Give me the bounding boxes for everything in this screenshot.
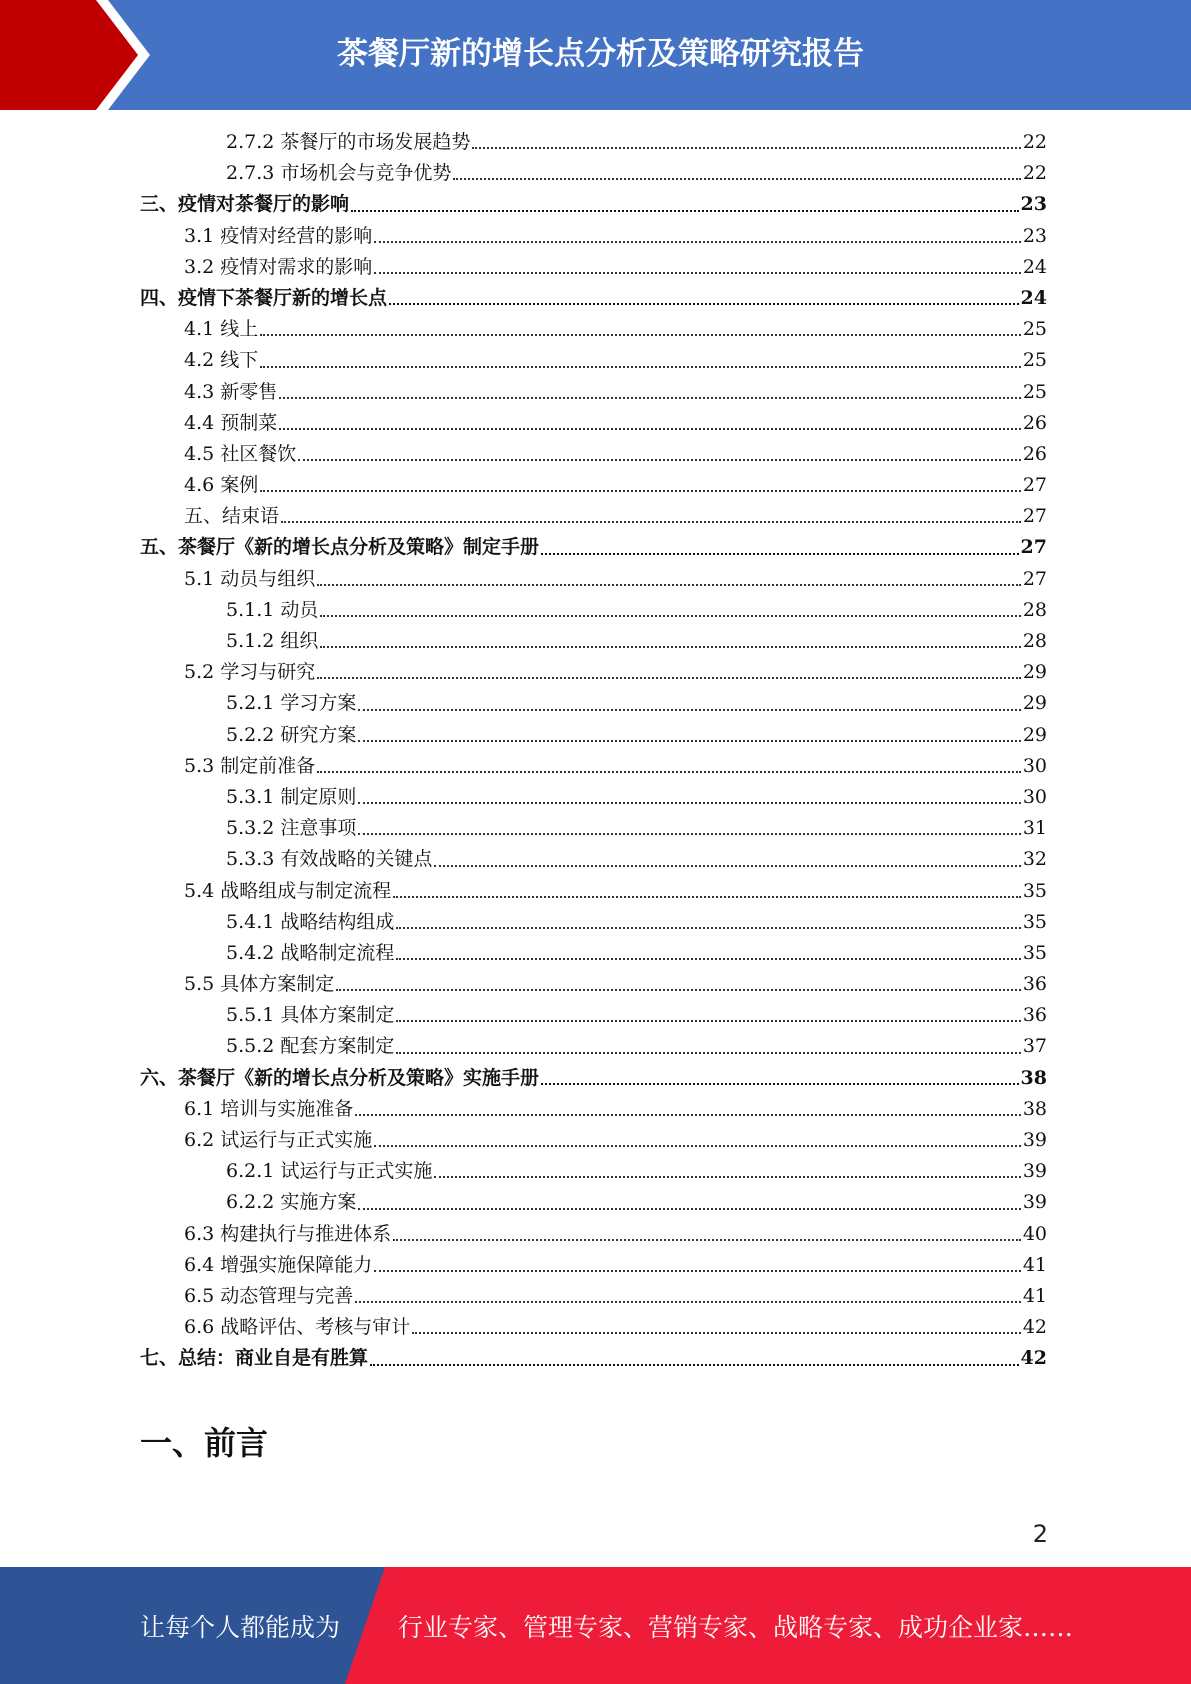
footer-slogan-right: 行业专家、管理专家、营销专家、战略专家、成功企业家…… [398, 1612, 1074, 1642]
toc-entry-page: 27 [1022, 505, 1047, 528]
toc-entry-page: 38 [1020, 1066, 1047, 1089]
toc-leader-dots [389, 302, 1019, 305]
toc-leader-dots [358, 832, 1020, 835]
toc-leader-dots [541, 552, 1019, 555]
toc-entry-label: 2.7.2 茶餐厅的市场发展趋势 [226, 131, 471, 153]
toc-entry-label: 5.4.2 战略制定流程 [226, 941, 395, 964]
toc-entry-label: 6.3 构建执行与推进体系 [184, 1222, 392, 1245]
toc-entry-label: 3.1 疫情对经营的影响 [184, 224, 373, 247]
toc-leader-dots [317, 770, 1021, 773]
toc-entry-page: 23 [1020, 193, 1047, 216]
toc-leader-dots [260, 333, 1021, 336]
toc-leader-dots [541, 1082, 1019, 1085]
toc-leader-dots [396, 957, 1020, 960]
toc-entry[interactable] [140, 127, 1047, 158]
toc-entry[interactable] [140, 377, 1047, 408]
toc-entry-page: 22 [1022, 162, 1047, 185]
toc-entry-page: 37 [1022, 1035, 1047, 1058]
toc-entry-label: 五、茶餐厅《新的增长点分析及策略》制定手册 [140, 536, 540, 559]
toc-entry[interactable] [140, 813, 1047, 844]
toc-entry-label: 5.3.3 有效战略的关键点 [226, 848, 433, 871]
toc-entry[interactable] [140, 1343, 1047, 1374]
toc-leader-dots [358, 708, 1020, 711]
toc-entry-page: 26 [1022, 442, 1047, 465]
toc-entry-label: 6.6 战略评估、考核与审计 [184, 1316, 411, 1339]
toc-leader-dots [317, 676, 1021, 679]
toc-entry-label: 七、总结：商业自是有胜算 [140, 1347, 369, 1370]
page-footer [0, 1567, 1191, 1684]
toc-entry-page: 23 [1022, 224, 1047, 247]
toc-leader-dots [320, 645, 1020, 648]
toc-entry-label: 5.3 制定前准备 [184, 754, 316, 777]
toc-entry[interactable] [140, 782, 1047, 813]
toc-entry-label: 5.2.2 研究方案 [226, 723, 357, 746]
toc-entry[interactable] [140, 844, 1047, 875]
toc-entry[interactable] [140, 657, 1047, 688]
toc-entry-page: 26 [1022, 411, 1047, 434]
toc-entry-label: 5.4.1 战略结构组成 [226, 910, 395, 933]
toc-entry-page: 25 [1022, 349, 1047, 372]
toc-entry-label: 4.2 线下 [184, 349, 259, 372]
toc-entry-label: 6.2 试运行与正式实施 [184, 1129, 373, 1151]
toc-entry-page: 32 [1022, 848, 1047, 871]
toc-leader-dots [260, 489, 1021, 492]
toc-entry-label: 5.1 动员与组织 [184, 567, 316, 590]
toc-entry[interactable] [140, 1219, 1047, 1250]
toc-entry[interactable] [140, 1187, 1047, 1218]
toc-entry-page: 39 [1022, 1129, 1047, 1151]
toc-entry-page: 27 [1022, 474, 1047, 497]
toc-leader-dots [336, 988, 1021, 991]
toc-leader-dots [355, 1300, 1021, 1303]
toc-entry-page: 30 [1022, 785, 1047, 808]
toc-entry[interactable] [140, 751, 1047, 782]
toc-entry-label: 四、疫情下茶餐厅新的增长点 [140, 286, 388, 309]
toc-entry-page: 29 [1022, 723, 1047, 746]
toc-entry-label: 5.3.1 制定原则 [226, 785, 357, 808]
toc-leader-dots [396, 1051, 1020, 1054]
toc-leader-dots [453, 177, 1020, 180]
toc-entry-label: 5.5 具体方案制定 [184, 973, 335, 996]
toc-entry-page: 22 [1022, 131, 1047, 153]
toc-entry[interactable] [140, 314, 1047, 345]
toc-leader-dots [412, 1331, 1021, 1334]
toc-leader-dots [374, 1269, 1021, 1272]
toc-leader-dots [393, 1238, 1021, 1241]
toc-entry[interactable] [140, 1094, 1047, 1125]
toc-entry-label: 4.6 案例 [184, 474, 259, 497]
toc-entry-page: 25 [1022, 318, 1047, 341]
toc-leader-dots [393, 895, 1021, 898]
toc-entry-page: 36 [1022, 973, 1047, 996]
toc-leader-dots [434, 1175, 1020, 1178]
toc-entry-page: 36 [1022, 1004, 1047, 1027]
toc-entry[interactable] [140, 408, 1047, 439]
toc-entry-label: 5.5.1 具体方案制定 [226, 1004, 395, 1027]
toc-leader-dots [317, 583, 1021, 586]
toc-entry[interactable] [140, 1281, 1047, 1312]
document-title: 茶餐厅新的增长点分析及策略研究报告 [337, 35, 864, 72]
section-heading: 一、前言 [140, 1424, 269, 1462]
toc-leader-dots [281, 520, 1021, 523]
toc-leader-dots [358, 801, 1020, 804]
toc-entry-page: 24 [1022, 255, 1047, 278]
toc-leader-dots [279, 427, 1021, 430]
toc-entry-page: 38 [1022, 1097, 1047, 1120]
page-number: 2 [1032, 1520, 1048, 1548]
toc-entry[interactable] [140, 720, 1047, 751]
toc-entry-label: 5.2 学习与研究 [184, 661, 316, 684]
footer-slogan-left: 让每个人都能成为 [140, 1612, 341, 1642]
toc-entry-label: 6.4 增强实施保障能力 [184, 1253, 373, 1276]
toc-leader-dots [320, 614, 1020, 617]
toc-leader-dots [298, 458, 1021, 461]
toc-entry[interactable] [140, 532, 1047, 563]
toc-entry-label: 6.2.2 实施方案 [226, 1191, 357, 1214]
toc-entry-page: 28 [1022, 598, 1047, 621]
toc-leader-dots [434, 864, 1020, 867]
toc-entry[interactable] [140, 221, 1047, 252]
toc-entry-page: 41 [1022, 1253, 1047, 1276]
toc-leader-dots [260, 365, 1021, 368]
page-header [0, 0, 1191, 110]
toc-entry[interactable] [140, 1063, 1047, 1094]
toc-entry-page: 42 [1020, 1347, 1047, 1370]
toc-entry-label: 5.1.1 动员 [226, 598, 319, 621]
toc-entry-page: 35 [1022, 879, 1047, 902]
toc-entry[interactable] [140, 1000, 1047, 1031]
toc-entry[interactable] [140, 626, 1047, 657]
toc-entry-label: 六、茶餐厅《新的增长点分析及策略》实施手册 [140, 1066, 540, 1089]
toc-entry-label: 4.4 预制菜 [184, 411, 278, 434]
toc-entry-label: 5.5.2 配套方案制定 [226, 1035, 395, 1058]
toc-leader-dots [279, 396, 1021, 399]
toc-entry[interactable] [140, 189, 1047, 220]
toc-entry-label: 2.7.3 市场机会与竞争优势 [226, 162, 452, 185]
toc-entry[interactable] [140, 439, 1047, 470]
toc-entry-label: 五、结束语 [184, 505, 280, 528]
toc-entry[interactable] [140, 595, 1047, 626]
toc-entry[interactable] [140, 1312, 1047, 1343]
toc-entry-label: 4.1 线上 [184, 318, 259, 341]
toc-entry[interactable] [140, 470, 1047, 501]
toc-entry-page: 35 [1022, 910, 1047, 933]
toc-entry-page: 27 [1020, 536, 1047, 559]
toc-entry-page: 28 [1022, 630, 1047, 652]
toc-entry[interactable] [140, 158, 1047, 189]
toc-leader-dots [472, 146, 1020, 149]
header-chevron-decoration [0, 0, 160, 110]
toc-entry-page: 25 [1022, 380, 1047, 403]
toc-entry[interactable] [140, 876, 1047, 907]
toc-leader-dots [374, 240, 1021, 243]
toc-entry-page: 40 [1022, 1222, 1047, 1245]
toc-entry[interactable] [140, 1250, 1047, 1281]
toc-entry-label: 5.2.1 学习方案 [226, 692, 357, 715]
toc-entry-label: 6.1 培训与实施准备 [184, 1097, 354, 1120]
toc-entry-label: 5.3.2 注意事项 [226, 817, 357, 840]
toc-entry-page: 39 [1022, 1191, 1047, 1214]
toc-entry-label: 4.5 社区餐饮 [184, 442, 297, 465]
toc-entry-page: 41 [1022, 1284, 1047, 1307]
toc-leader-dots [396, 926, 1020, 929]
toc-entry[interactable] [140, 969, 1047, 1000]
toc-entry[interactable] [140, 1156, 1047, 1187]
toc-entry[interactable] [140, 1031, 1047, 1062]
toc-leader-dots [374, 271, 1021, 274]
toc-leader-dots [358, 1207, 1020, 1210]
toc-leader-dots [355, 1113, 1021, 1116]
toc-entry-page: 27 [1022, 567, 1047, 590]
toc-entry-page: 35 [1022, 941, 1047, 964]
toc-entry-label: 三、疫情对茶餐厅的影响 [140, 193, 350, 216]
toc-leader-dots [358, 739, 1020, 742]
toc-leader-dots [351, 209, 1019, 212]
toc-entry-label: 6.5 动态管理与完善 [184, 1284, 354, 1307]
toc-entry[interactable] [140, 1125, 1047, 1156]
toc-entry-page: 24 [1020, 286, 1047, 309]
toc-leader-dots [396, 1019, 1020, 1022]
toc-entry[interactable] [140, 252, 1047, 283]
toc-entry-page: 31 [1022, 817, 1047, 840]
toc-entry-label: 6.2.1 试运行与正式实施 [226, 1160, 433, 1183]
toc-entry-page: 30 [1022, 754, 1047, 777]
toc-entry[interactable] [140, 907, 1047, 938]
toc-entry-label: 5.1.2 组织 [226, 630, 319, 652]
toc-entry-label: 5.4 战略组成与制定流程 [184, 879, 392, 902]
toc-entry[interactable] [140, 688, 1047, 719]
toc-entry-label: 3.2 疫情对需求的影响 [184, 255, 373, 278]
toc-entry[interactable] [140, 283, 1047, 314]
toc-entry-page: 29 [1022, 692, 1047, 715]
toc-entry-label: 4.3 新零售 [184, 380, 278, 403]
toc-entry[interactable] [140, 345, 1047, 376]
toc-entry-page: 29 [1022, 661, 1047, 684]
toc-entry-page: 42 [1022, 1316, 1047, 1339]
toc-leader-dots [370, 1363, 1019, 1366]
toc-entry[interactable] [140, 564, 1047, 595]
toc-leader-dots [374, 1144, 1021, 1147]
table-of-contents [140, 127, 1047, 1375]
toc-entry-page: 39 [1022, 1160, 1047, 1183]
toc-entry[interactable] [140, 938, 1047, 969]
toc-entry[interactable] [140, 501, 1047, 532]
